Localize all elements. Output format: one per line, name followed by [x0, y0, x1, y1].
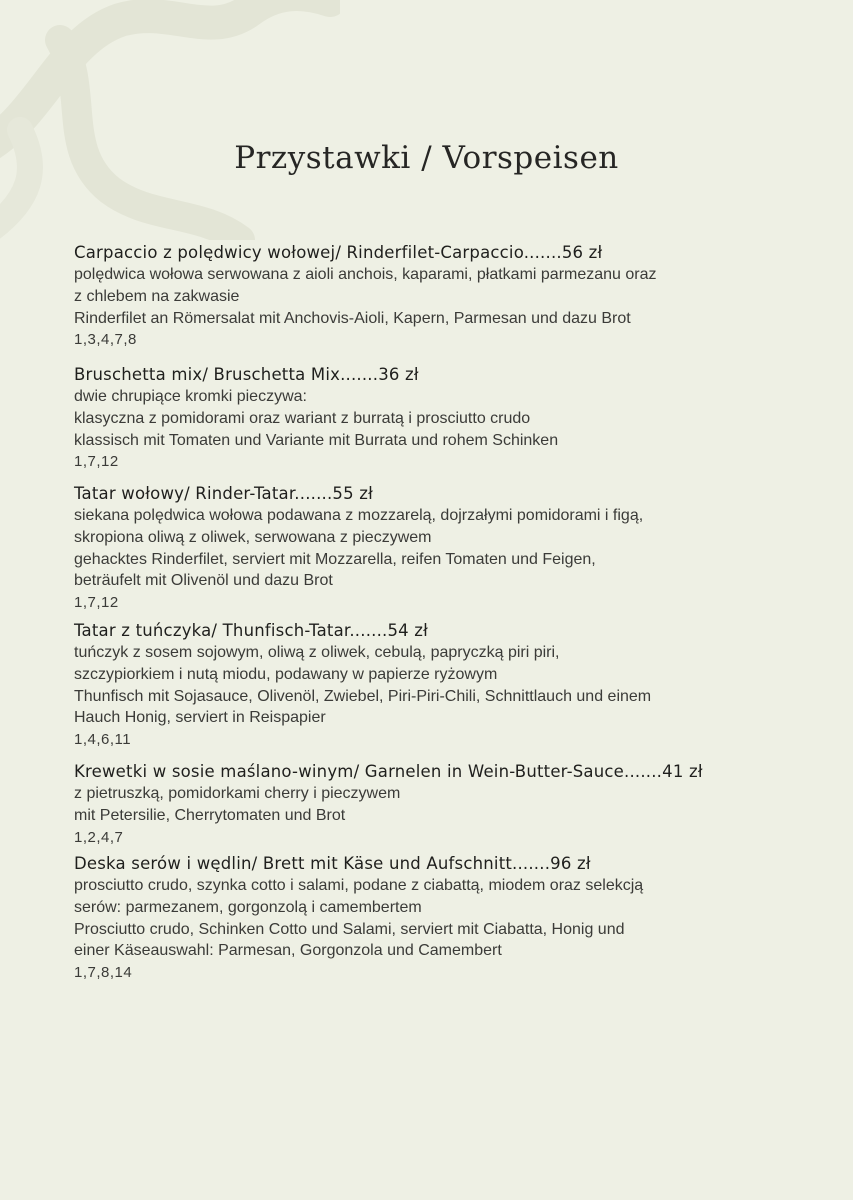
- page-title: Przystawki / Vorspeisen: [234, 140, 619, 176]
- allergen-codes: 1,7,8,14: [74, 964, 133, 982]
- description-line: Prosciutto crudo, Schinken Cotto und Salami, serviert mit Ciabatta, Honig und: [74, 920, 625, 938]
- menu-item-title: Krewetki w sosie maślano-winym/ Garnelen in Wein-Butter-Sauce.......41 zł: [74, 762, 703, 781]
- menu-item-title: Tatar z tuńczyka/ Thunfisch-Tatar.......54 zł: [74, 621, 429, 640]
- description-line: tuńczyk z sosem sojowym, oliwą z oliwek, cebulą, papryczką piri piri,: [74, 644, 560, 661]
- allergen-codes: 1,4,6,11: [74, 731, 132, 749]
- description-line: Rinderfilet an Römersalat mit Anchovis-Aioli, Kapern, Parmesan und dazu Brot: [74, 309, 631, 327]
- description-line: skropiona oliwą z oliwek, serwowana z pieczywem: [74, 528, 432, 546]
- menu-item: [74, 482, 834, 614]
- allergen-codes: 1,7,12: [74, 453, 119, 471]
- description-line: Thunfisch mit Sojasauce, Olivenöl, Zwiebel, Piri-Piri-Chili, Schnittlauch und einem: [74, 687, 652, 705]
- decorative-swirl-graphic: [0, 0, 340, 240]
- menu-item: [74, 619, 834, 751]
- description-line: serów: parmezanem, gorgonzolą i camembertem: [74, 898, 422, 916]
- menu-item: [74, 241, 834, 351]
- description-line: Hauch Honig, serviert in Reispapier: [74, 709, 326, 727]
- description-line: siekana polędwica wołowa podawana z mozzarelą, dojrzałymi pomidorami i figą,: [74, 507, 644, 524]
- menu-item-title: Deska serów i wędlin/ Brett mit Käse und Aufschnitt.......96 zł: [74, 854, 591, 873]
- menu-item: [74, 363, 834, 473]
- menu-item-title: Tatar wołowy/ Rinder-Tatar.......55 zł: [74, 484, 374, 503]
- menu-item: [74, 852, 834, 984]
- menu-item: [74, 760, 834, 848]
- description-line: z pietruszką, pomidorkami cherry i pieczywem: [74, 785, 401, 802]
- description-line: einer Käseauswahl: Parmesan, Gorgonzola und Camembert: [74, 942, 502, 960]
- menu-item-title: Carpaccio z polędwicy wołowej/ Rinderfilet-Carpaccio.......56 zł: [74, 243, 603, 262]
- description-line: szczypiorkiem i nutą miodu, podawany w papierze ryżowym: [74, 665, 498, 683]
- allergen-codes: 1,7,12: [74, 594, 119, 612]
- description-line: prosciutto crudo, szynka cotto i salami, podane z ciabattą, miodem oraz selekcją: [74, 877, 644, 894]
- description-line: mit Petersilie, Cherrytomaten und Brot: [74, 806, 346, 824]
- description-line: polędwica wołowa serwowana z aioli anchois, kaparami, płatkami parmezanu oraz: [74, 266, 657, 283]
- description-line: beträufelt mit Olivenöl und dazu Brot: [74, 572, 333, 590]
- description-line: gehacktes Rinderfilet, serviert mit Mozzarella, reifen Tomaten und Feigen,: [74, 550, 596, 568]
- allergen-codes: 1,2,4,7: [74, 828, 124, 846]
- description-line: klassisch mit Tomaten und Variante mit Burrata und rohem Schinken: [74, 431, 559, 449]
- description-line: dwie chrupiące kromki pieczywa:: [74, 388, 307, 405]
- description-line: z chlebem na zakwasie: [74, 287, 240, 305]
- menu-item-title: Bruschetta mix/ Bruschetta Mix.......36 zł: [74, 365, 419, 384]
- description-line: klasyczna z pomidorami oraz wariant z burratą i prosciutto crudo: [74, 409, 531, 427]
- allergen-codes: 1,3,4,7,8: [74, 331, 137, 349]
